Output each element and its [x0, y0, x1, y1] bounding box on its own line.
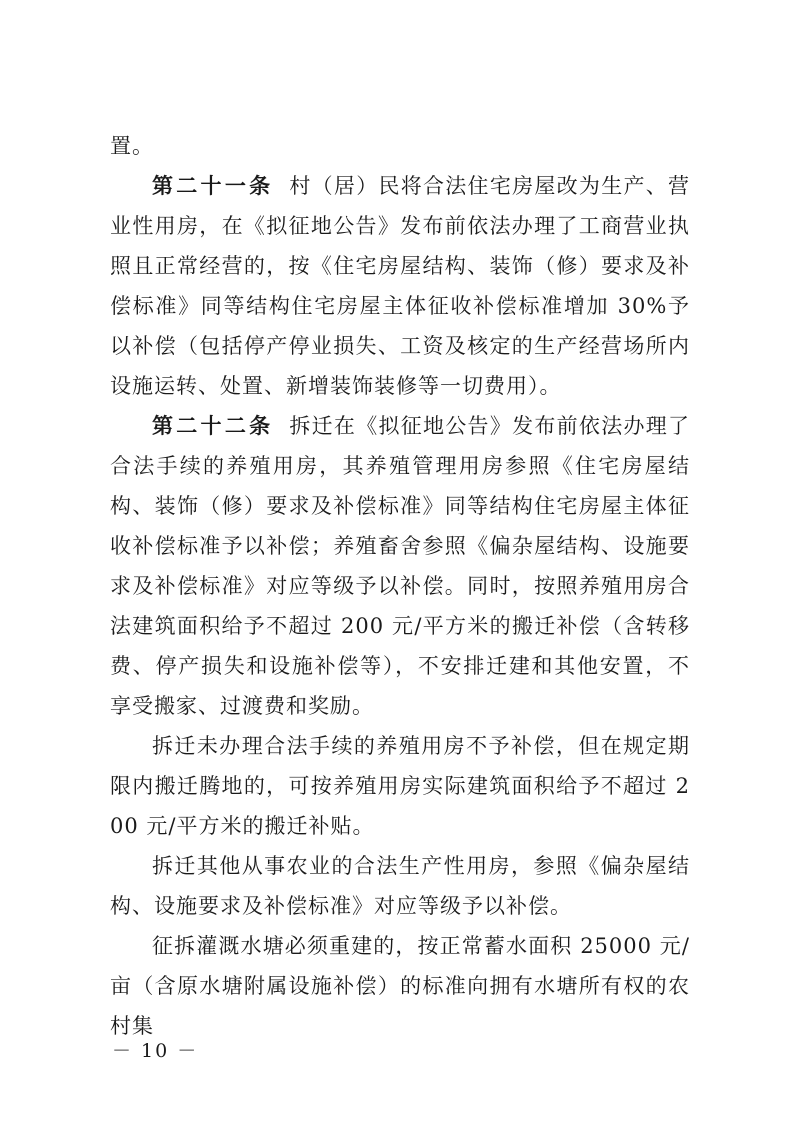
article-heading: 第二十二条 — [152, 414, 274, 438]
paragraph-text: 拆迁在《拟征地公告》发布前依法办理了合法手续的养殖用房，其养殖管理用房参照《住宅房屋结构、装饰（修）要求及补偿标准》同等结构住宅房屋主体征收补偿标准予以补偿；养殖畜舍参照《偏杂屋结构、设施要求及补偿标准》对应等级予以补偿。同时，按照养殖用房合法建筑面积给予不超过 200 元/平方米的搬迁补偿（含转移费、停产损失和设施补偿等），不安排迁建和其他安置，不享受搬家、过渡费和奖励。 — [110, 414, 691, 718]
paragraph-text: 征拆灌溉水塘必须重建的，按正常蓄水面积 25000 元/亩（含原水塘附属设施补偿）的标准向拥有水塘所有权的农村集 — [110, 934, 690, 1038]
paragraph-agricultural-buildings — [110, 846, 690, 926]
paragraph-text: 拆迁其他从事农业的合法生产性用房，参照《偏杂屋结构、设施要求及补偿标准》对应等级予以补偿。 — [110, 854, 690, 918]
paragraph-text: 村（居）民将合法住宅房屋改为生产、营业性用房，在《拟征地公告》发布前依法办理了工商营业执照且正常经营的，按《住宅房屋结构、装饰（修）要求及补偿标准》同等结构住宅房屋主体征收补偿标准增加 30%予以补偿（包括停产停业损失、工资及核定的生产经营场所内设施运转、处置、新增装饰装修等一切费用）。 — [110, 174, 691, 398]
paragraph-article-21 — [110, 166, 690, 406]
paragraph-text: 拆迁未办理合法手续的养殖用房不予补偿，但在规定期限内搬迁腾地的，可按养殖用房实际建筑面积给予不超过 200 元/平方米的搬迁补贴。 — [110, 734, 690, 838]
paragraph-irrigation-pond — [110, 926, 690, 1046]
article-heading: 第二十一条 — [152, 174, 274, 198]
paragraph-text: 置。 — [110, 134, 154, 158]
page-number: － 10 － — [112, 1040, 199, 1062]
document-body — [110, 126, 690, 1046]
paragraph-continuation — [110, 126, 690, 166]
paragraph-unlicensed-breeding — [110, 726, 690, 846]
paragraph-article-22 — [110, 406, 690, 726]
